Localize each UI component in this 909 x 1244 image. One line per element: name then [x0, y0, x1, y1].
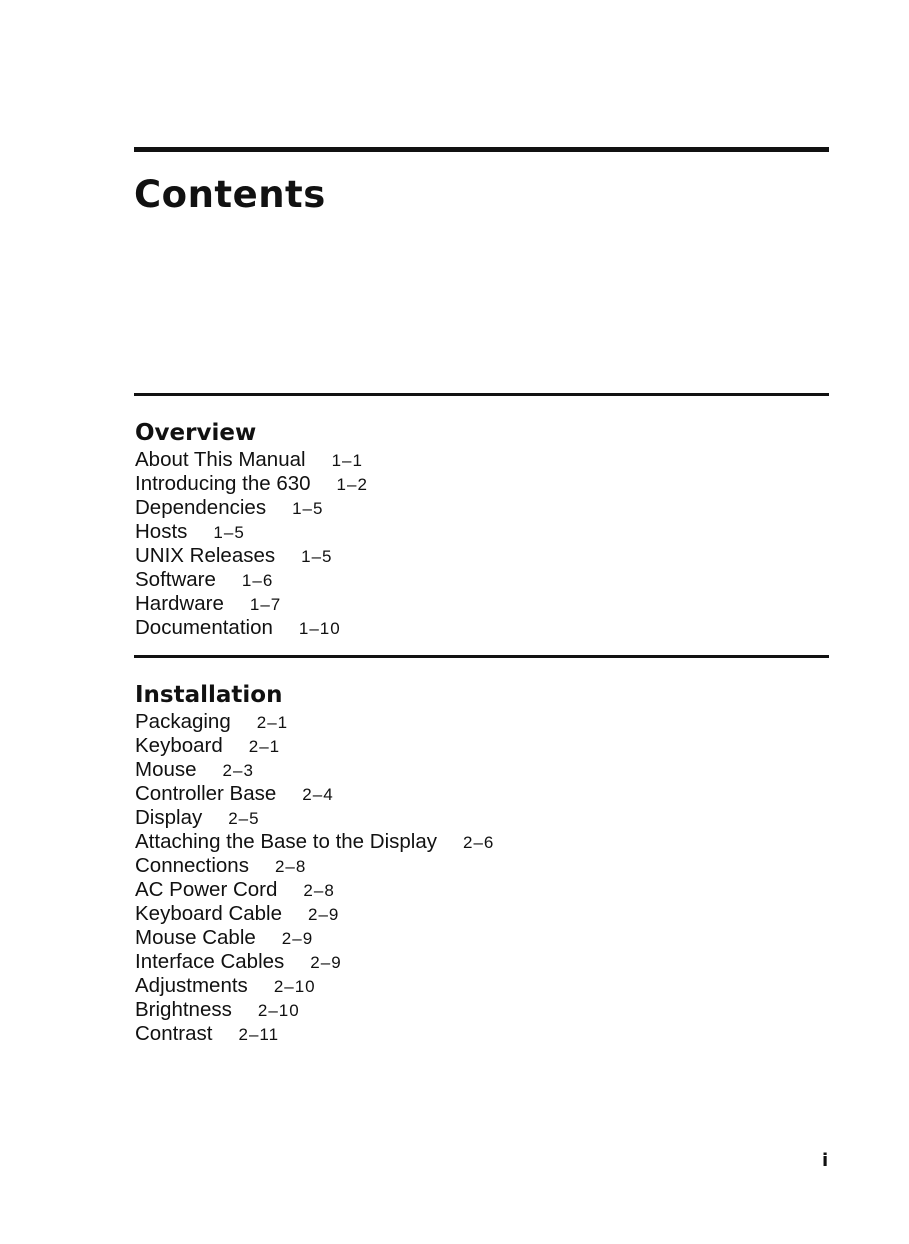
- toc-entry-page: 1–5: [301, 547, 333, 566]
- toc-entry[interactable]: [135, 950, 815, 974]
- toc-entry-label: Attaching the Base to the Display: [135, 830, 437, 853]
- toc-entry[interactable]: [135, 758, 815, 782]
- toc-entry-page: 2–1: [248, 737, 281, 756]
- toc-entry-label: Packaging: [135, 710, 231, 733]
- installation-entry-list: [135, 710, 815, 1046]
- toc-entry[interactable]: [135, 926, 815, 950]
- toc-entry-page: 2–9: [281, 929, 314, 948]
- toc-entry[interactable]: [135, 974, 815, 998]
- toc-entry-label: Hosts: [135, 520, 188, 543]
- toc-entry-label: About This Manual: [135, 448, 306, 471]
- toc-entry-label: Keyboard Cable: [135, 902, 283, 925]
- toc-entry-page: 1–6: [241, 571, 274, 590]
- toc-entry[interactable]: [135, 568, 815, 592]
- toc-entry[interactable]: [135, 902, 815, 926]
- toc-entry-label: Mouse: [135, 758, 197, 781]
- toc-entry[interactable]: [135, 854, 815, 878]
- toc-entry-page: 1–10: [298, 619, 341, 638]
- toc-entry[interactable]: [135, 998, 815, 1022]
- toc-entry-label: AC Power Cord: [135, 878, 278, 901]
- toc-entry-label: Brightness: [135, 998, 232, 1021]
- toc-entry-label: Controller Base: [135, 782, 277, 805]
- section-installation: [135, 680, 815, 1046]
- toc-entry-page: 1–1: [331, 451, 363, 470]
- toc-entry-label: Contrast: [135, 1022, 213, 1045]
- installation-rule: [134, 655, 829, 658]
- toc-entry-page: 2–10: [273, 977, 316, 996]
- toc-entry-label: Dependencies: [135, 496, 267, 519]
- toc-entry[interactable]: [135, 1022, 815, 1046]
- toc-entry-page: 2–6: [463, 833, 495, 852]
- overview-rule: [134, 393, 829, 396]
- toc-entry-label: Mouse Cable: [135, 926, 256, 949]
- toc-entry[interactable]: [135, 592, 815, 616]
- toc-entry[interactable]: [135, 616, 815, 640]
- toc-entry-page: 2–8: [274, 857, 307, 876]
- section-heading-installation: Installation: [135, 682, 283, 708]
- toc-entry[interactable]: [135, 544, 815, 568]
- overview-entry-list: [135, 448, 815, 640]
- toc-entry[interactable]: [135, 734, 815, 758]
- toc-entry[interactable]: [135, 472, 815, 496]
- toc-entry-label: Software: [135, 568, 216, 591]
- toc-entry[interactable]: [135, 448, 815, 472]
- toc-entry-page: 2–8: [303, 881, 335, 900]
- toc-entry-label: Adjustments: [135, 974, 248, 997]
- toc-entry[interactable]: [135, 496, 815, 520]
- page-title: Contents: [134, 173, 326, 216]
- toc-entry-page: 2–4: [302, 785, 334, 804]
- title-rule: [134, 147, 829, 152]
- toc-entry[interactable]: [135, 830, 815, 854]
- section-heading-overview: Overview: [135, 420, 257, 446]
- toc-entry-page: 1–5: [213, 523, 245, 542]
- toc-entry[interactable]: [135, 806, 815, 830]
- toc-entry-page: 2–1: [256, 713, 289, 732]
- toc-entry[interactable]: [135, 878, 815, 902]
- toc-entry-label: Hardware: [135, 592, 224, 615]
- toc-entry-page: 2–11: [238, 1025, 280, 1044]
- toc-entry-page: 2–9: [308, 905, 340, 924]
- toc-entry-page: 1–7: [249, 595, 282, 614]
- toc-entry-label: Documentation: [135, 616, 273, 639]
- toc-entry-page: 2–3: [222, 761, 254, 780]
- toc-entry-label: Connections: [135, 854, 249, 877]
- toc-entry[interactable]: [135, 782, 815, 806]
- toc-entry-page: 2–9: [310, 953, 342, 972]
- page-number: i: [822, 1150, 829, 1171]
- toc-entry-label: UNIX Releases: [135, 544, 276, 567]
- toc-entry-label: Interface Cables: [135, 950, 285, 973]
- toc-entry-page: 2–5: [228, 809, 260, 828]
- toc-entry-label: Display: [135, 806, 203, 829]
- toc-entry-label: Keyboard: [135, 734, 223, 757]
- toc-entry[interactable]: [135, 710, 815, 734]
- toc-entry[interactable]: [135, 520, 815, 544]
- toc-entry-page: 1–2: [336, 475, 368, 494]
- toc-entry-label: Introducing the 630: [135, 472, 311, 495]
- toc-entry-page: 2–10: [257, 1001, 300, 1020]
- toc-entry-page: 1–5: [292, 499, 324, 518]
- section-overview: [135, 418, 815, 640]
